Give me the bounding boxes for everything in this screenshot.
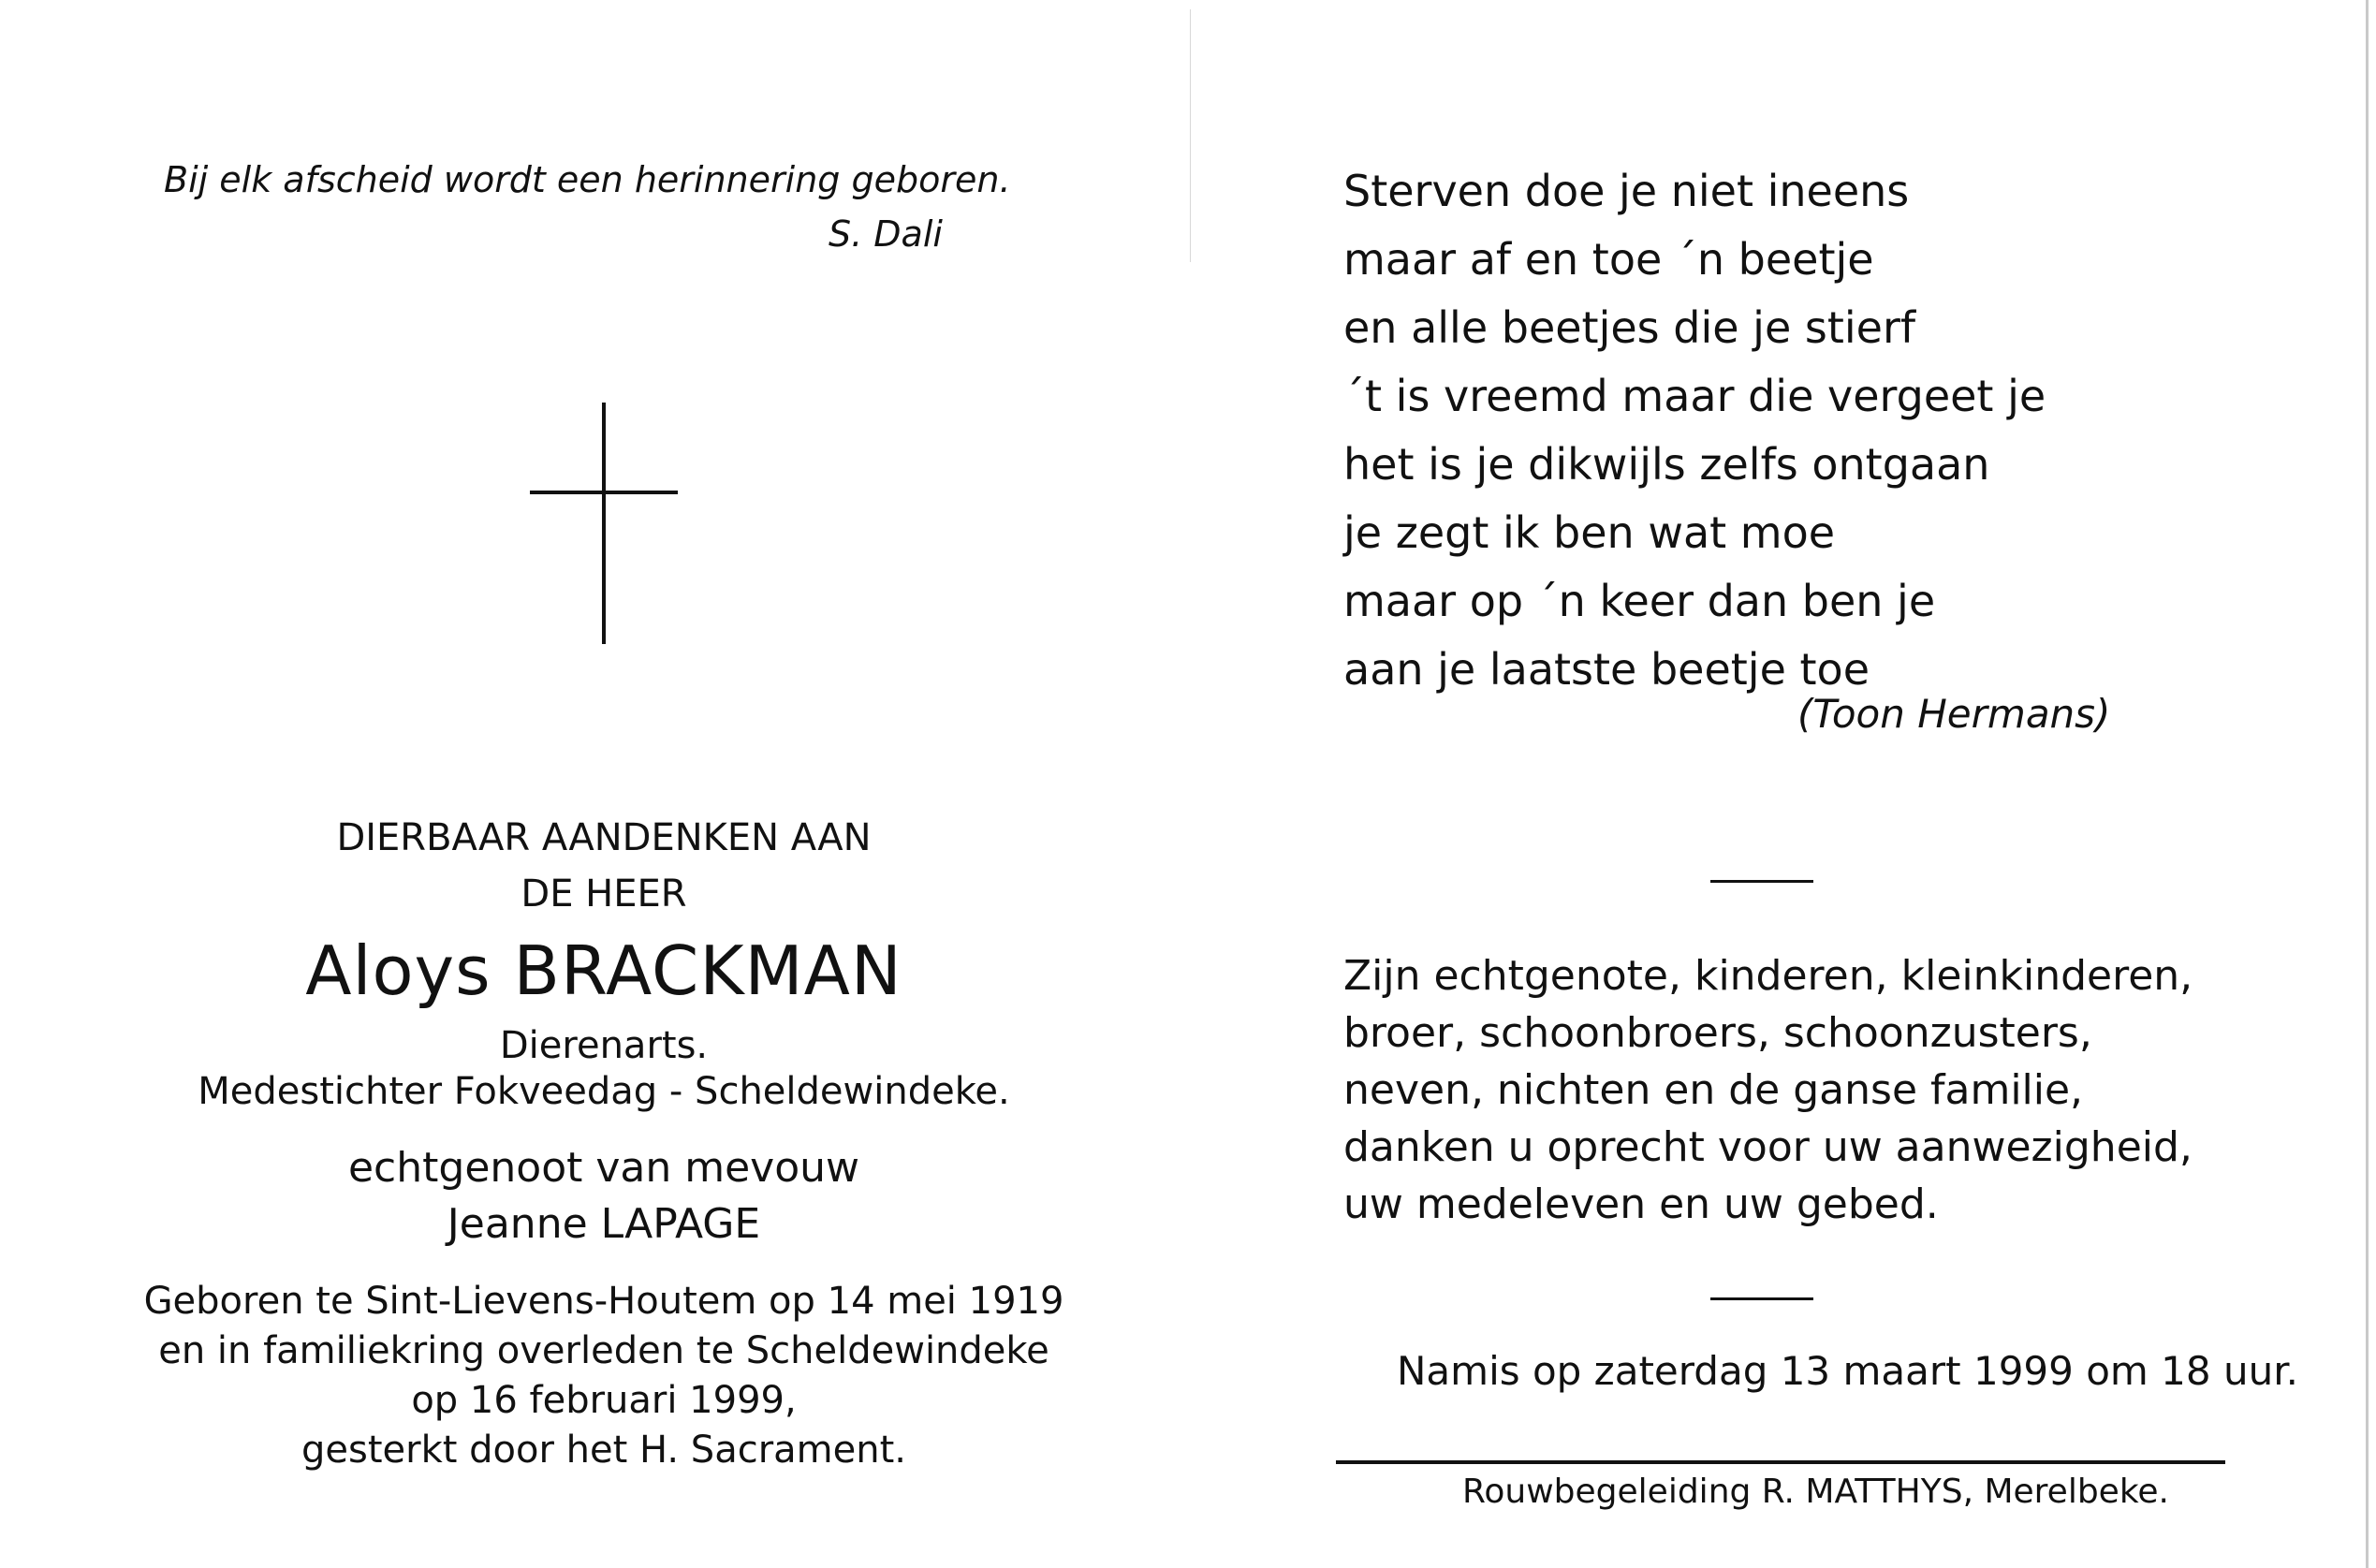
- thanks-text: [1343, 947, 2193, 1233]
- poem-line: maar op ´n keer dan ben je: [1343, 576, 1936, 626]
- birth-death-line: en in familiekring overleden te Scheldewindeke: [158, 1329, 1049, 1372]
- occupation-line-1: Dierenarts.: [499, 1024, 709, 1067]
- poem-line: maar af en toe ´n beetje: [1343, 234, 1874, 285]
- poem-line: Sterven doe je niet ineens: [1343, 166, 1910, 216]
- thanks-line: Zijn echtgenote, kinderen, kleinkinderen,: [1343, 952, 2193, 1000]
- poem-line: ´t is vreemd maar die vergeet je: [1343, 371, 2046, 421]
- thanks-line: broer, schoonbroers, schoonzusters,: [1343, 1009, 2092, 1057]
- epigraph-quote: Bij elk afscheid wordt een herinnering geboren.: [164, 159, 1011, 200]
- epigraph-author: S. Dali: [829, 213, 943, 255]
- spouse-name: Jeanne LAPAGE: [447, 1200, 761, 1248]
- deceased-name: Aloys BRACKMAN: [305, 931, 902, 1010]
- thanks-line: danken u oprecht voor uw aanwezigheid,: [1343, 1123, 2193, 1171]
- divider-short: [1710, 880, 1813, 883]
- spouse-intro: echtgenoot van mevouw: [347, 1144, 859, 1192]
- latin-cross-icon: [524, 403, 683, 646]
- heading-line-2: DE HEER: [521, 872, 687, 916]
- birth-death-line: Geboren te Sint-Lievens-Houtem op 14 mei 1919: [143, 1280, 1064, 1323]
- memorial-mass-notice: Namis op zaterdag 13 maart 1999 om 18 uur.: [1397, 1348, 2298, 1394]
- poem: [1343, 157, 2046, 704]
- undertaker-credit: Rouwbegeleiding R. MATTHYS, Merelbeke.: [1462, 1473, 2169, 1511]
- birth-death-line: op 16 februari 1999,: [411, 1379, 797, 1422]
- birth-death-line: gesterkt door het H. Sacrament.: [301, 1429, 906, 1472]
- poem-line: en alle beetjes die je stierf: [1343, 302, 1916, 353]
- poem-line: je zegt ik ben wat moe: [1343, 507, 1836, 558]
- divider-short: [1710, 1297, 1813, 1300]
- thanks-line: neven, nichten en de ganse familie,: [1343, 1066, 2084, 1114]
- divider-long: [1336, 1460, 2225, 1464]
- occupation-line-2: Medestichter Fokveedag - Scheldewindeke.: [198, 1070, 1010, 1113]
- thanks-line: uw medeleven en uw gebed.: [1343, 1180, 1939, 1228]
- poem-author: (Toon Hermans): [1797, 691, 2111, 737]
- right-panel: [1191, 0, 2376, 1568]
- poem-line: aan je laatste beetje toe: [1343, 644, 1870, 695]
- heading-line-1: DIERBAAR AANDENKEN AAN: [336, 816, 872, 859]
- poem-line: het is je dikwijls zelfs ontgaan: [1343, 439, 1990, 490]
